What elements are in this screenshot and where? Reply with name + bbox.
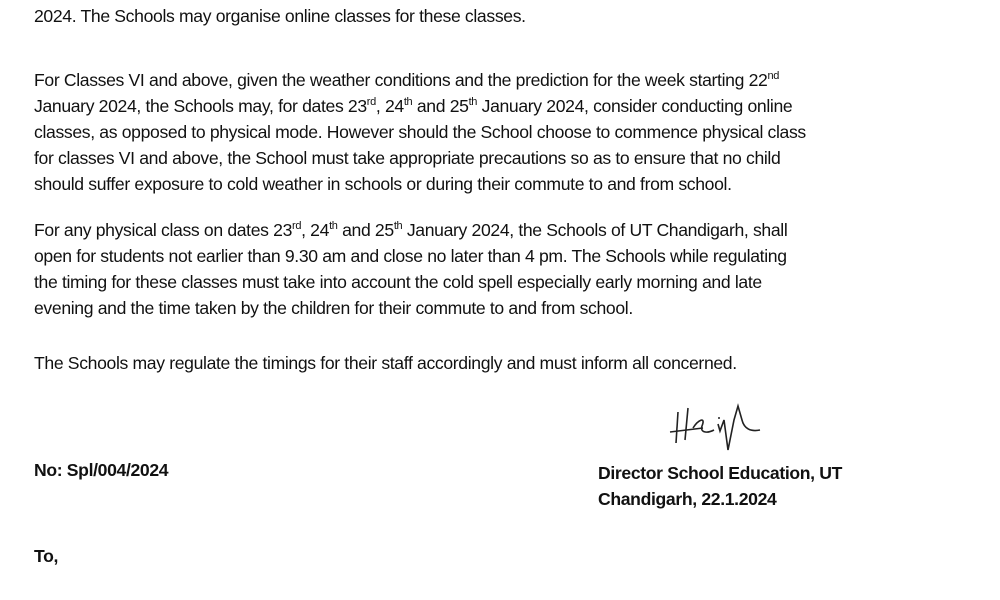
ordinal-suffix: th [329,220,338,232]
ordinal-suffix: th [403,96,413,108]
text-line: January 2024, the Schools may, for dates 23rd, 24th and 25th January 2024, consider conducting online [34,96,793,116]
text-line: the timing for these classes must take into account the cold spell especially early morning and late [34,272,762,292]
text-line: evening and the time taken by the children for their commute to and from school. [34,298,633,318]
text-line: for classes VI and above, the School must take appropriate precautions so as to ensure that no child [34,148,781,168]
signatory-block [598,460,842,512]
signatory-place-date: Chandigarh, 22.1.2024 [598,489,777,509]
ordinal-suffix: nd [767,70,779,82]
text-line: should suffer exposure to cold weather in schools or during their commute to and from school. [34,174,732,194]
ordinal-suffix: th [468,96,478,108]
paragraph-staff-timings [34,350,934,376]
text-line: 2024. The Schools may organise online classes for these classes. [34,6,526,26]
text-line: For Classes VI and above, given the weather conditions and the prediction for the week starting 22nd [34,70,779,90]
signatory-title: Director School Education, UT [598,463,843,483]
text-line: The Schools may regulate the timings for their staff accordingly and must inform all concerned. [34,353,737,373]
paragraph-physical-class-timings [34,217,934,321]
ordinal-suffix: rd [292,220,302,232]
text-line: classes, as opposed to physical mode. However should the School choose to commence physical class [34,122,806,142]
paragraph-online-classes-note [34,3,934,29]
reference-number: No: Spl/004/2024 [34,460,169,480]
ordinal-suffix: th [393,220,403,232]
text-line: For any physical class on dates 23rd, 24th and 25th January 2024, the Schools of UT Chandigarh, shall [34,220,788,240]
text-line: open for students not earlier than 9.30 am and close no later than 4 pm. The Schools while regulating [34,246,787,266]
signature-icon [658,398,778,458]
addressee-label: To, [34,546,59,566]
paragraph-classes-vi-and-above [34,67,934,197]
ordinal-suffix: rd [366,96,376,108]
